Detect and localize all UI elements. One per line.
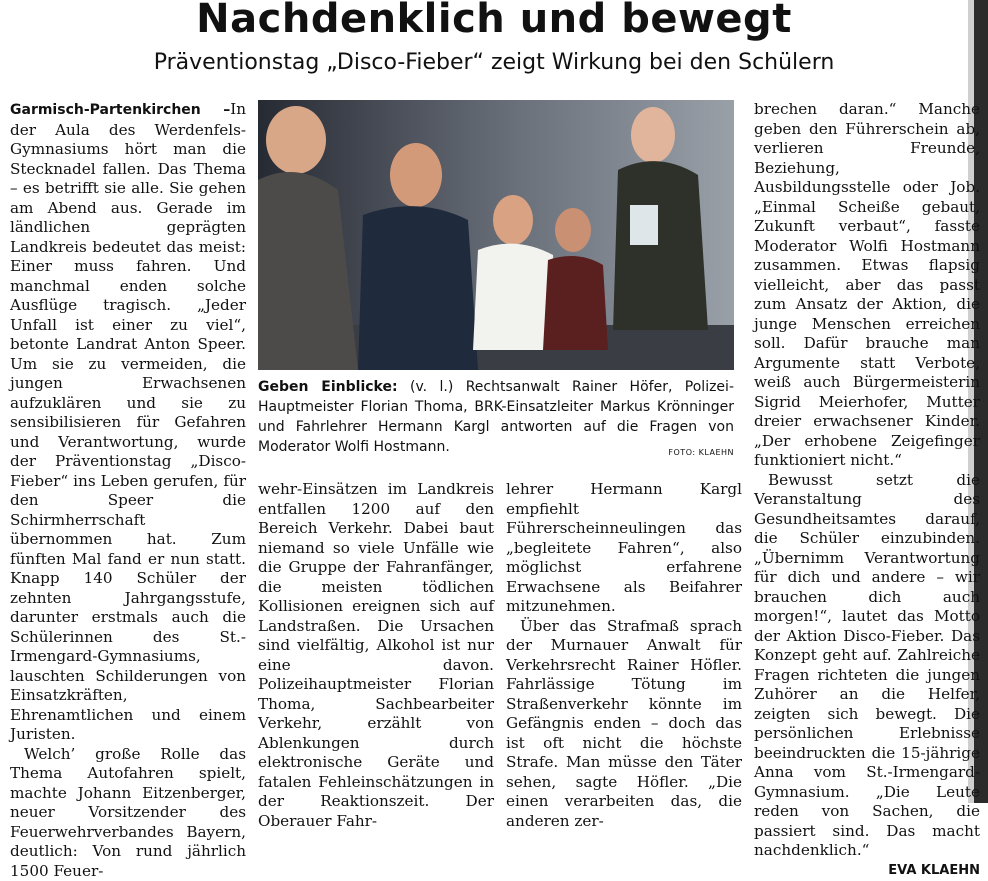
paragraph-3-start: Über das Strafmaß sprach der Murnauer Anwalt für Verkehrsrecht Rainer Höfler. Fahrlässige Tötung im Straßenverkehr könnte im Gefängnis enden – doch das ist oft nicht die höchste Strafe. Man müsse den Täter sehen, sagte Höfler. „Die einen verarbeiten das, die anderen zer- [506,617,742,832]
photo-caption [258,377,734,463]
paragraph-4 [754,471,980,861]
paragraph-2-start: Welch’ große Rolle das Thema Autofahren spielt, machte Johann Eitzenberger, neuer Vorsitzender des Feuerwehrverbandes Bayern, deutlich: Von rund jährlich 1500 Feuer- [10,745,246,881]
paragraph-3-end: brechen daran.“ Manche geben den Führerschein ab, verlieren Freunde, Beziehung, Ausbildungsstelle oder Job. „Einmal Scheiße gebaut, Zukunft verbaut“, fasste Moderator Wolfi Hostmann zusammen. Etwas flapsig vielleicht, aber das passt zum Ansatz der Aktion, die junge Menschen erreichen soll. Dafür brauche man Argumente statt Verbote, weiß auch Bürgermeisterin Sigrid Meierhofer, Mutter dreier erwachsener Kinder. „Der erhobene Zeigefinger funktioniert nicht.“ [754,100,980,471]
dateline: Garmisch-Partenkirchen – [10,102,230,118]
paragraph-2-end: lehrer Hermann Kargl empfiehlt Führerscheinneulingen das „begleitete Fahren“, also möglichst erfahrene Erwachsene als Beifahrer mitzunehmen. [506,480,742,617]
author-name: EVA KLAEHN [874,861,980,881]
paragraph-intro [10,100,246,745]
photo-illustration [258,100,734,370]
photo-credit: FOTO: KLAEHN [668,443,734,463]
article-photo [258,100,734,370]
caption-lead: Geben Einblicke: [258,379,398,395]
article-column-2 [258,480,494,831]
paragraph-4-text: Bewusst setzt die Veranstaltung des Gesundheitsamtes darauf, die Schüler einzubinden. „Übernimm Verantwortung für dich und andere – wir brauchen dich auch morgen!“, lautet das Motto der Aktion Disco-Fieber. Das Konzept geht auf. Zahlreiche Fragen richteten die jungen Zuhörer an die Helfer, zeigten sich bewegt. Die persönlichen Erlebnisse beeindruckten die 15-jährige Anna vom St.-Irmengard-Gymnasium. „Die Leute reden von Sachen, die passiert sind. Das macht nachdenklich.“ [754,471,980,860]
headline: Nachdenklich und bewegt [0,0,988,42]
caption-text: (v. l.) Rechtsanwalt Rainer Höfer, Polizei-Hauptmeister Florian Thoma, BRK-Einsatzleiter Markus Krönninger und Fahrlehrer Hermann Kargl antworten auf die Fragen von Moderator Wolfi Hostmann. [258,379,734,455]
subheadline: Präventionstag „Disco-Fieber“ zeigt Wirkung bei den Schülern [0,48,988,78]
paragraph-2-cont: wehr-Einsätzen im Landkreis entfallen 1200 auf den Bereich Verkehr. Dabei baut niemand so viele Unfälle wie die Gruppe der Fahranfänger, die meisten tödlichen Kollisionen ereignen sich auf Landstraßen. Die Ursachen sind vielfältig, Alkohol ist nur eine davon. Polizeihauptmeister Florian Thoma, Sachbearbeiter Verkehr, erzählt von Ablenkungen durch elektronische Geräte und fatalen Fehleinschätzungen in der Reaktionszeit. Der Oberauer Fahr- [258,480,494,831]
article-column-1 [10,100,246,881]
paragraph-intro-text: In der Aula des Werdenfels-Gymnasiums hört man die Stecknadel fallen. Das Thema – es betrifft sie alle. Sie gehen am Abend aus. Gerade im ländlichen geprägten Landkreis bedeutet das meist: Einer muss fahren. Und manchmal enden solche Ausflüge tragisch. „Jeder Unfall ist einer zu viel“, betonte Landrat Anton Speer. Um sie zu vermeiden, die jungen Erwachsenen aufzuklären und sie zu sensibilisieren für Gefahren und Verantwortung, wurde der Präventionstag „Disco-Fieber“ ins Leben gerufen, für den Speer die Schirmherrschaft übernommen hat. Zum fünften Mal fand er nun statt. Knapp 140 Schüler der zehnten Jahrgangsstufe, darunter erstmals auch die Schülerinnen des St.-Irmengard-Gymnasiums, lauschten Schilderungen von Einsatzkräften, Ehrenamtlichen und einem Juristen. [10,100,246,743]
article-column-3 [506,480,742,831]
article-column-4 [754,100,980,880]
